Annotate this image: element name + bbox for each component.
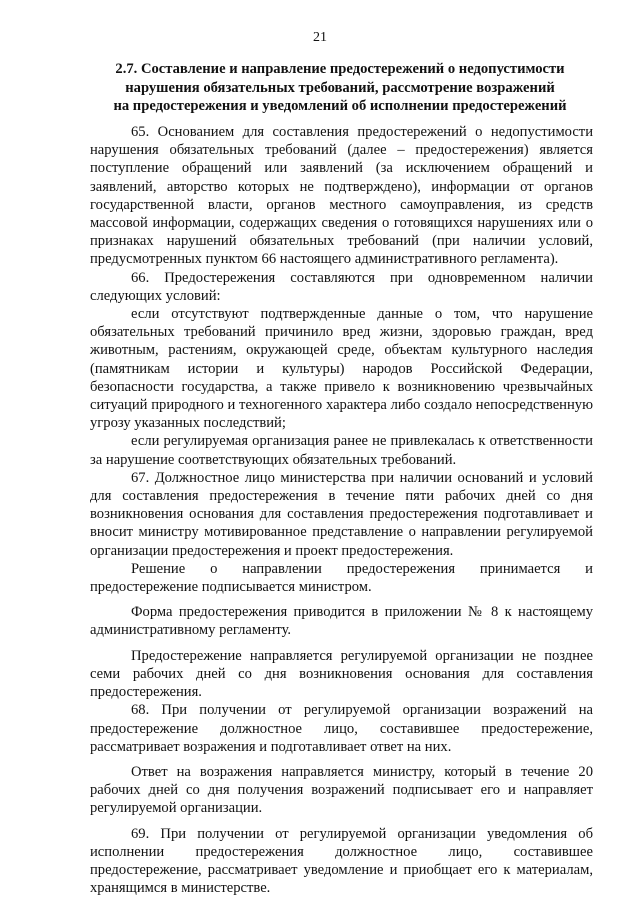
section-heading-line: на предостережения и уведомлений об исполнении предостережений: [113, 98, 567, 114]
paragraph-66: 66. Предостережения составляются при одновременном наличии следующих условий:: [90, 269, 593, 304]
paragraph-69: 69. При получении от регулируемой организации уведомления об исполнении предостережения должностное лицо, составившее предостережение, рассматривает уведомление и приобщает его к материалам, хранящимся в министерстве.: [90, 825, 593, 897]
section-heading: [95, 60, 585, 116]
paragraph-67: 67. Должностное лицо министерства при наличии оснований и условий для составления предостережения в течение пяти рабочих дней со дня возникновения основания для составления предостережения подготавливает и вносит министру мотивированное представление о направлении регулируемой организации предостережения и проект предостережения.: [90, 469, 593, 559]
paragraph-68-response: Ответ на возражения направляется министру, который в течение 20 рабочих дней со дня получения возражений подписывает его и направляет регулируемой организации.: [90, 763, 593, 817]
section-heading-line: 2.7. Составление и направление предостережений о недопустимости: [115, 61, 565, 77]
paragraph-67-deadline: Предостережение направляется регулируемой организации не позднее семи рабочих дней со дня возникновения основания для составления предостережения.: [90, 647, 593, 701]
paragraph-66-condition-1: если отсутствуют подтвержденные данные о том, что нарушение обязательных требований причинило вред жизни, здоровью граждан, вред животным, растениям, окружающей среде, объектам культурного наследия (памятникам истории и культуры) народов Российской Федерации, безопасности государства, а также привело к возникновению чрезвычайных ситуаций природного и техногенного характера либо создало непосредственную угрозу указанных последствий;: [90, 306, 593, 432]
page-number: 21: [313, 30, 327, 45]
paragraph-65: 65. Основанием для составления предостережений о недопустимости нарушения обязательных требований (далее – предостережения) является поступление обращений или заявлений (за исключением обращений и заявлений, авторство которых не подтверждено), информации от органов государственной власти, органов местного самоуправления, из средств массовой информации, содержащих сведения о готовящихся нарушениях или о признаках нарушений обязательных требований (при наличии условий, предусмотренных пунктом 66 настоящего административного регламента).: [90, 124, 593, 268]
paragraph-67-form: Форма предостережения приводится в приложении № 8 к настоящему административному регламенту.: [90, 604, 593, 639]
paragraph-68: 68. При получении от регулируемой организации возражений на предостережение должностное лицо, составившее предостережение, рассматривает возражения и подготавливает ответ на них.: [90, 702, 593, 755]
paragraph-66-condition-2: если регулируемая организация ранее не привлекалась к ответственности за нарушение соответствующих обязательных требований.: [90, 433, 593, 468]
document-body: [90, 123, 593, 897]
paragraph-67-decision: Решение о направлении предостережения принимается и предостережение подписывается министром.: [90, 560, 593, 596]
section-heading-line: нарушения обязательных требований, рассмотрение возражений: [125, 79, 555, 96]
